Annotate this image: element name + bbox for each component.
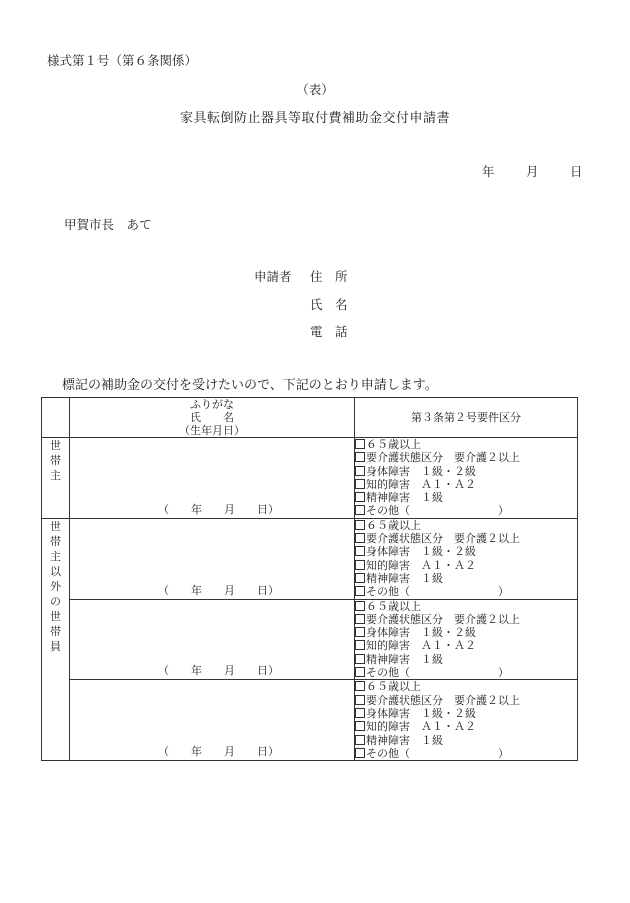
birth-date-placeholder: （ 年 月 日） bbox=[158, 502, 279, 516]
checkbox[interactable] bbox=[355, 492, 365, 502]
checkbox[interactable] bbox=[355, 654, 365, 664]
applicant-label: 申請者 bbox=[254, 269, 292, 284]
condition-item[interactable]: 知的障害 Ａ１・Ａ２ bbox=[355, 639, 577, 652]
date-year: 年 bbox=[482, 164, 495, 179]
condition-item[interactable]: その他（ ） bbox=[355, 666, 577, 679]
checkbox[interactable] bbox=[355, 573, 365, 583]
requirement-cell bbox=[355, 680, 578, 761]
table-row-head bbox=[42, 438, 578, 519]
name-entry-cell[interactable] bbox=[70, 518, 355, 599]
condition-item[interactable]: ６５歳以上 bbox=[355, 680, 577, 693]
condition-item[interactable]: その他（ ） bbox=[355, 747, 577, 760]
table-row-member bbox=[42, 680, 578, 761]
other-members-label: 世帯主以外の世帯員 bbox=[42, 518, 70, 760]
form-number: 様式第１号（第６条関係） bbox=[47, 53, 198, 68]
condition-item[interactable]: 身体障害 １級・２級 bbox=[355, 465, 577, 478]
checkbox[interactable] bbox=[355, 533, 365, 543]
name-entry-cell[interactable] bbox=[70, 680, 355, 761]
checkbox[interactable] bbox=[355, 721, 365, 731]
condition-item[interactable]: 精神障害 １級 bbox=[355, 491, 577, 504]
omote-label: （表） bbox=[296, 82, 334, 97]
checkbox[interactable] bbox=[355, 748, 365, 758]
checkbox[interactable] bbox=[355, 452, 365, 462]
checkbox[interactable] bbox=[355, 695, 365, 705]
checkbox[interactable] bbox=[355, 614, 365, 624]
header-name: 氏 名 bbox=[190, 411, 234, 424]
condition-item[interactable]: 身体障害 １級・２級 bbox=[355, 707, 577, 720]
checkbox[interactable] bbox=[355, 505, 365, 515]
birth-date-placeholder: （ 年 月 日） bbox=[158, 745, 279, 759]
condition-item[interactable]: ６５歳以上 bbox=[355, 438, 577, 451]
birth-date-placeholder: （ 年 月 日） bbox=[158, 583, 279, 597]
condition-item[interactable]: 精神障害 １級 bbox=[355, 572, 577, 585]
addressee: 甲賀市長 あて bbox=[64, 217, 152, 232]
checkbox[interactable] bbox=[355, 439, 365, 449]
requirement-cell bbox=[355, 438, 578, 519]
checkbox[interactable] bbox=[355, 601, 365, 611]
condition-item[interactable]: 要介護状態区分 要介護２以上 bbox=[355, 532, 577, 545]
condition-item[interactable]: その他（ ） bbox=[355, 585, 577, 598]
header-name-cell bbox=[70, 398, 355, 438]
condition-item[interactable]: ６５歳以上 bbox=[355, 600, 577, 613]
document-title: 家具転倒防止器具等取付費補助金交付申請書 bbox=[179, 111, 450, 126]
phone-label: 電 話 bbox=[310, 324, 348, 339]
condition-item[interactable]: 身体障害 １級・２級 bbox=[355, 545, 577, 558]
checkbox[interactable] bbox=[355, 667, 365, 677]
condition-item[interactable]: ６５歳以上 bbox=[355, 519, 577, 532]
header-requirement: 第３条第２号要件区分 bbox=[355, 398, 578, 438]
checkbox[interactable] bbox=[355, 708, 365, 718]
checkbox[interactable] bbox=[355, 627, 365, 637]
header-blank-cell bbox=[42, 398, 70, 438]
date-day: 日 bbox=[570, 164, 583, 179]
condition-item[interactable]: 要介護状態区分 要介護２以上 bbox=[355, 694, 577, 707]
name-label: 氏 名 bbox=[310, 297, 348, 312]
table-row-member bbox=[42, 599, 578, 680]
table-header-row bbox=[42, 398, 578, 438]
condition-item[interactable]: 精神障害 １級 bbox=[355, 734, 577, 747]
head-of-household-label: 世帯主 bbox=[42, 438, 70, 519]
table-row-member bbox=[42, 518, 578, 599]
checkbox[interactable] bbox=[355, 640, 365, 650]
condition-item[interactable]: 精神障害 １級 bbox=[355, 653, 577, 666]
name-entry-cell[interactable] bbox=[70, 438, 355, 519]
birth-date-placeholder: （ 年 月 日） bbox=[158, 664, 279, 678]
header-birth: （生年月日） bbox=[179, 424, 245, 437]
condition-item[interactable]: その他（ ） bbox=[355, 504, 577, 517]
requirement-cell bbox=[355, 599, 578, 680]
checkbox[interactable] bbox=[355, 466, 365, 476]
applicant-table bbox=[41, 397, 578, 761]
checkbox[interactable] bbox=[355, 520, 365, 530]
condition-item[interactable]: 知的障害 Ａ１・Ａ２ bbox=[355, 559, 577, 572]
intro-text: 標記の補助金の交付を受けたいので、下記のとおり申請します。 bbox=[62, 378, 438, 393]
checkbox[interactable] bbox=[355, 479, 365, 489]
name-entry-cell[interactable] bbox=[70, 599, 355, 680]
condition-item[interactable]: 身体障害 １級・２級 bbox=[355, 626, 577, 639]
checkbox[interactable] bbox=[355, 546, 365, 556]
checkbox[interactable] bbox=[355, 586, 365, 596]
condition-item[interactable]: 知的障害 Ａ１・Ａ２ bbox=[355, 720, 577, 733]
condition-item[interactable]: 要介護状態区分 要介護２以上 bbox=[355, 613, 577, 626]
address-label: 住 所 bbox=[310, 269, 348, 284]
requirement-cell bbox=[355, 518, 578, 599]
checkbox[interactable] bbox=[355, 735, 365, 745]
condition-item[interactable]: 要介護状態区分 要介護２以上 bbox=[355, 451, 577, 464]
header-furigana: ふりがな bbox=[190, 398, 234, 411]
checkbox[interactable] bbox=[355, 681, 365, 691]
date-month: 月 bbox=[526, 164, 539, 179]
checkbox[interactable] bbox=[355, 560, 365, 570]
condition-item[interactable]: 知的障害 Ａ１・Ａ２ bbox=[355, 478, 577, 491]
